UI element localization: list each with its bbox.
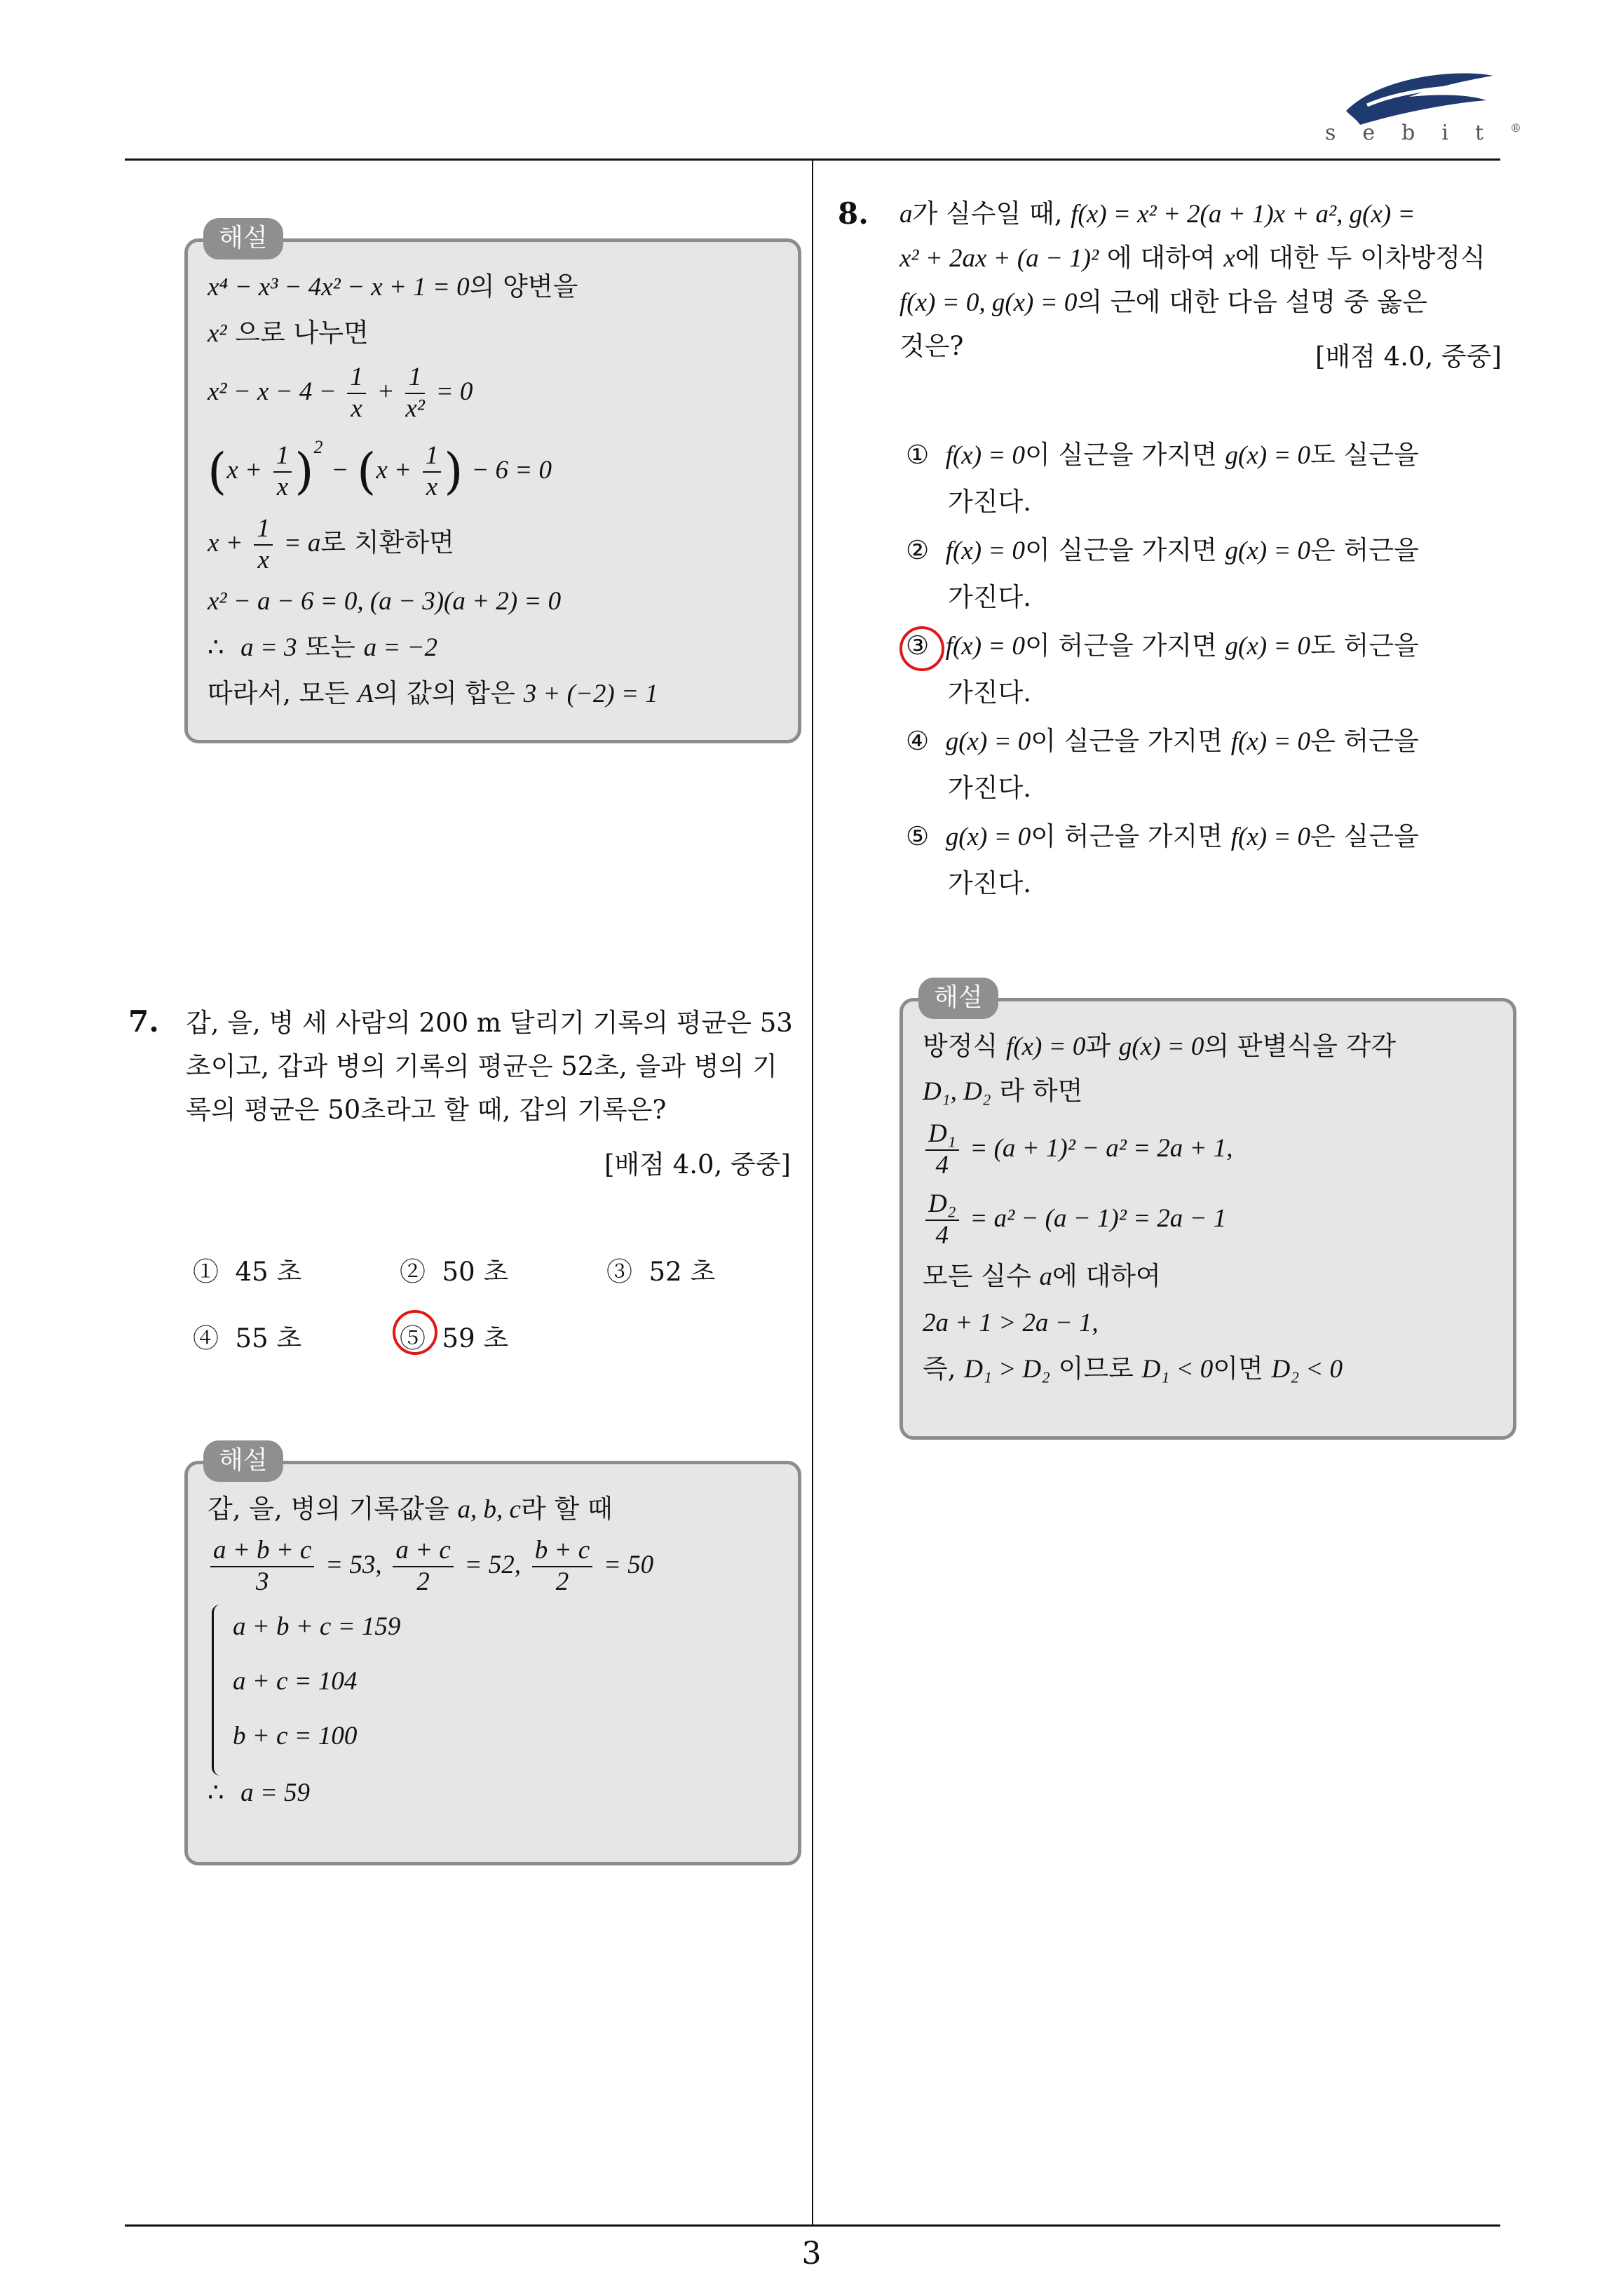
question-8-number: 8. — [838, 196, 869, 231]
q7-choice-5[interactable]: ⑤ 59 초 — [400, 1323, 509, 1353]
solution-box-7 — [184, 1446, 801, 1865]
q7-choice-3[interactable]: ③ 52 초 — [606, 1257, 716, 1287]
question-8-text: a가 실수일 때, f(x) = x² + 2(a + 1)x + a², g(x) = x² + 2ax + (a − 1)² 에 대하여 x에 대한 두 이차방정식 f(x) = 0, g(x) = 0의 근에 대한 다음 설명 중 옳은 것은? — [899, 198, 1486, 361]
q8-choice-2[interactable]: ② f(x) = 0이 실근을 가지면 g(x) = 0은 허근을 가진다. — [906, 535, 1419, 612]
q8-choice-4[interactable]: ④ g(x) = 0이 실근을 가지면 f(x) = 0은 허근을 가진다. — [906, 726, 1419, 803]
solution-badge: 해설 — [918, 978, 998, 1019]
sol8-line-7: 즉, D₁ > D₂ 이므로 D₁ < 0이면 D₂ < 0 — [923, 1353, 1343, 1384]
sol8-line-5: 모든 실수 a에 대하여 — [923, 1261, 1161, 1291]
sol8-line-3: $\frac{\text{D₁}}{4}$ = (a + 1)² − a² = 2a + 1, — [923, 1119, 1493, 1189]
q8-choice-3[interactable]: ③ f(x) = 0이 허근을 가지면 g(x) = 0도 허근을 가진다. — [906, 630, 1419, 708]
sol6-line-5: x + $\frac{1}{x}$ = a로 치환하면 — [208, 514, 454, 574]
sol8-line-1: 방정식 f(x) = 0과 g(x) = 0의 판별식을 각각 — [923, 1031, 1397, 1061]
footer-rule — [125, 2224, 1500, 2227]
sol8-line-2: D₁, D₂ 라 하면 — [923, 1076, 1083, 1106]
sol8-line-4: $\frac{\text{D₂}}{4}$ = a² − (a − 1)² = 2a − 1 — [923, 1189, 1493, 1260]
sol6-line-2: x² 으로 나누면 — [208, 318, 369, 348]
q7-choice-4[interactable]: ④ 55 초 — [193, 1323, 302, 1353]
logo-text: sebit® — [1325, 121, 1522, 145]
question-7-number: 7. — [128, 1004, 159, 1039]
page-number: 3 — [801, 2236, 822, 2271]
q8-choice-1[interactable]: ① f(x) = 0이 실근을 가지면 g(x) = 0도 실근을 가진다. — [906, 440, 1419, 517]
q7-answer-circle-icon — [393, 1310, 437, 1355]
sol7-line-2: $\frac{a + b + c}{3}$ = 53, $\frac{a + c}{2}$ = 52, $\frac{b + c}{2}$ = 50 — [208, 1536, 778, 1605]
sol7-system: a + b + c = 159 a + c = 104 b + c = 100 — [208, 1605, 778, 1776]
solution-badge: 해설 — [203, 1440, 283, 1482]
q8-choice-5[interactable]: ⑤ g(x) = 0이 허근을 가지면 f(x) = 0은 실근을 가진다. — [906, 821, 1419, 898]
solution-box-8 — [899, 983, 1516, 1440]
solution-badge: 해설 — [203, 218, 283, 259]
sol6-line-3: x² − x − 4 − $\frac{1}{x}$ + $\frac{1}{\text{x²}}$ = 0 — [208, 363, 473, 423]
solution-box-6 — [184, 224, 801, 743]
sol6-line-1: x⁴ − x³ − 4x² − x + 1 = 0의 양변을 — [208, 271, 578, 302]
q8-answer-circle-icon — [899, 626, 944, 671]
brace-icon — [212, 1605, 224, 1776]
sol6-line-4: (x + $\frac{1}{x}$ )$^2$ − (x + $\frac{1}{x}$ ) − 6 = 0 — [208, 437, 552, 501]
sol6-line-6: x² − a − 6 = 0, (a − 3)(a + 2) = 0 — [208, 587, 562, 616]
sol7-line-1: 갑, 을, 병의 기록값을 a, b, c라 할 때 — [208, 1494, 613, 1524]
q7-choice-2[interactable]: ② 50 초 — [400, 1257, 509, 1287]
question-7-points: [배점 4.0, 중중] — [604, 1149, 791, 1180]
sol6-line-7: ∴ a = 3 또는 a = −2 — [208, 632, 437, 662]
question-7-text: 갑, 을, 병 세 사람의 200 m 달리기 기록의 평균은 53 초이고, 갑과 병의 기록의 평균은 52초, 을과 병의 기 록의 평균은 50초라고 할 때, 갑의 기록은? — [186, 1008, 793, 1125]
sol7-result: ∴ a = 59 — [208, 1777, 311, 1807]
sol6-line-8: 따라서, 모든 A의 값의 합은 3 + (−2) = 1 — [208, 678, 658, 708]
column-divider — [812, 160, 813, 2226]
question-8-points: [배점 4.0, 중중] — [1315, 342, 1502, 372]
sol8-line-6: 2a + 1 > 2a − 1, — [923, 1309, 1099, 1337]
q7-choice-1[interactable]: ① 45 초 — [193, 1257, 302, 1287]
